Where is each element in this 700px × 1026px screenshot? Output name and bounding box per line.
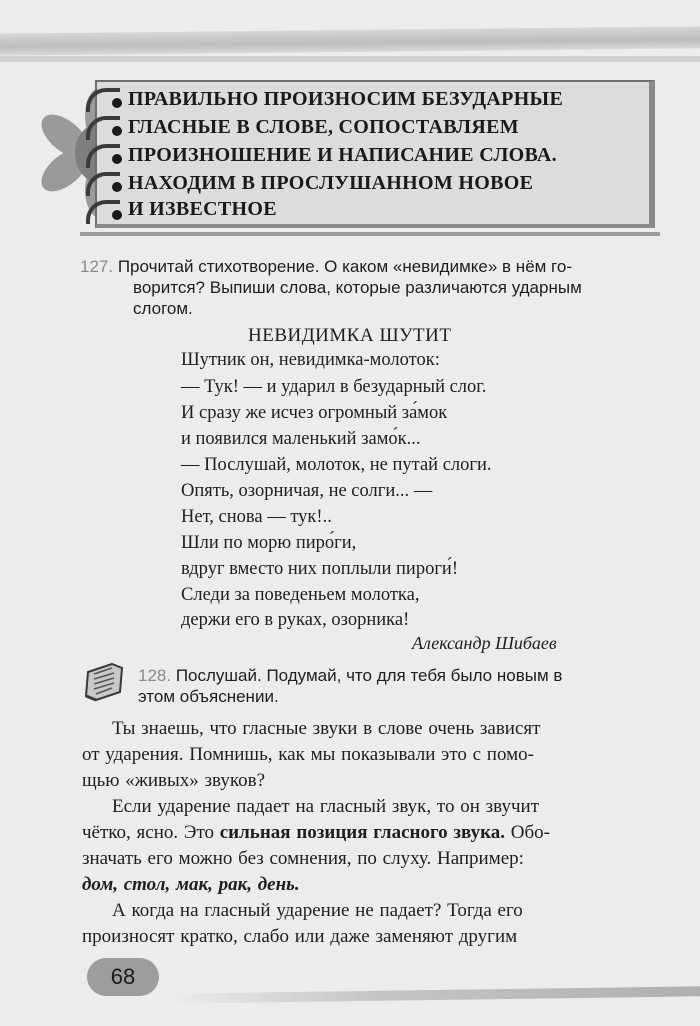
poem-title: НЕВИДИМКА ШУТИТ: [248, 325, 452, 346]
poem-line-9: вдруг вместо них поплыли пироги́!: [181, 559, 458, 579]
exercise-128: [138, 665, 678, 707]
example-words: дом, стол, мак, рак, день.: [82, 874, 300, 895]
poem-author: Александр Шибаев: [412, 633, 557, 653]
header-line-2: ГЛАСНЫЕ В СЛОВЕ, СОПОСТАВЛЯЕМ: [128, 116, 519, 138]
poem-line-4: и появился маленький замо́к...: [181, 429, 421, 449]
exercise-number-127: 127.: [80, 257, 114, 276]
exercise-127: [80, 256, 680, 319]
exercise-number-128: 128.: [138, 666, 172, 685]
body-p1-line-1: Ты знаешь, что гласные звуки в слове очень зависят: [112, 718, 541, 739]
exercise-128-line-1: Послушай. Подумай, что для тебя было новым в: [175, 666, 563, 685]
exercise-127-line-3: слогом.: [133, 299, 193, 318]
exercise-127-line-1: Прочитай стихотворение. О каком «невидимке» в нём го-: [117, 257, 572, 276]
header-line-3: ПРОИЗНОШЕНИЕ И НАПИСАНИЕ СЛОВА.: [128, 144, 557, 166]
header-line-4: НАХОДИМ В ПРОСЛУШАННОМ НОВОЕ: [128, 172, 534, 194]
poem-line-7: Нет, снова — тук!..: [181, 507, 332, 527]
page-number: 68: [87, 958, 159, 996]
top-decor-bar: [0, 26, 700, 55]
body-p2-line-2-start: чётко, ясно. Это: [82, 822, 220, 843]
poem-line-11: держи его в руках, озорника!: [181, 610, 410, 630]
poem-line-10: Следи за поведеньем молотка,: [181, 585, 420, 605]
body-p3-line-2: произносят кратко, слабо или даже заменяют другим: [82, 926, 518, 947]
poem-line-8: Шли по морю пиро́ги,: [181, 533, 357, 553]
body-p1-line-3: щью «живых» звуков?: [82, 770, 266, 791]
bottom-decor-bar: [170, 986, 700, 1003]
strong-position-term: сильная позиция гласного звука.: [219, 822, 506, 843]
poem-line-2: — Тук! — и ударил в безударный слог.: [181, 377, 487, 397]
exercise-127-line-2: ворится? Выпиши слова, которые различаются ударным: [133, 278, 582, 297]
body-p2-line-1: Если ударение падает на гласный звук, то он звучит: [112, 796, 539, 817]
body-p1-line-2: от ударения. Помнишь, как мы показывали это с помо-: [82, 744, 534, 765]
poem-line-3: И сразу же исчез огромный за́мок: [181, 403, 448, 423]
poem-line-1: Шутник он, невидимка-молоток:: [181, 350, 440, 370]
exercise-128-line-2: этом объяснении.: [138, 687, 279, 706]
body-p2-line-3: значать его можно без сомнения, по слуху. Например:: [82, 848, 524, 869]
body-p2-line-2-end: Обо-: [505, 822, 551, 843]
body-p3-line-1: А когда на гласный ударение не падает? Тогда его: [112, 900, 523, 921]
header-line-5: И ИЗВЕСТНОЕ: [128, 198, 277, 220]
header-line-1: ПРАВИЛЬНО ПРОИЗНОСИМ БЕЗУДАРНЫЕ: [128, 88, 564, 110]
listen-notebook-icon: [82, 662, 126, 702]
poem-line-5: — Послушай, молоток, не путай слоги.: [181, 455, 492, 475]
header-divider: [80, 232, 660, 236]
poem-line-6: Опять, озорничая, не солги... —: [181, 481, 433, 501]
body-p2-line-2: [82, 822, 550, 844]
top-decor-bar-thin: [0, 56, 700, 62]
